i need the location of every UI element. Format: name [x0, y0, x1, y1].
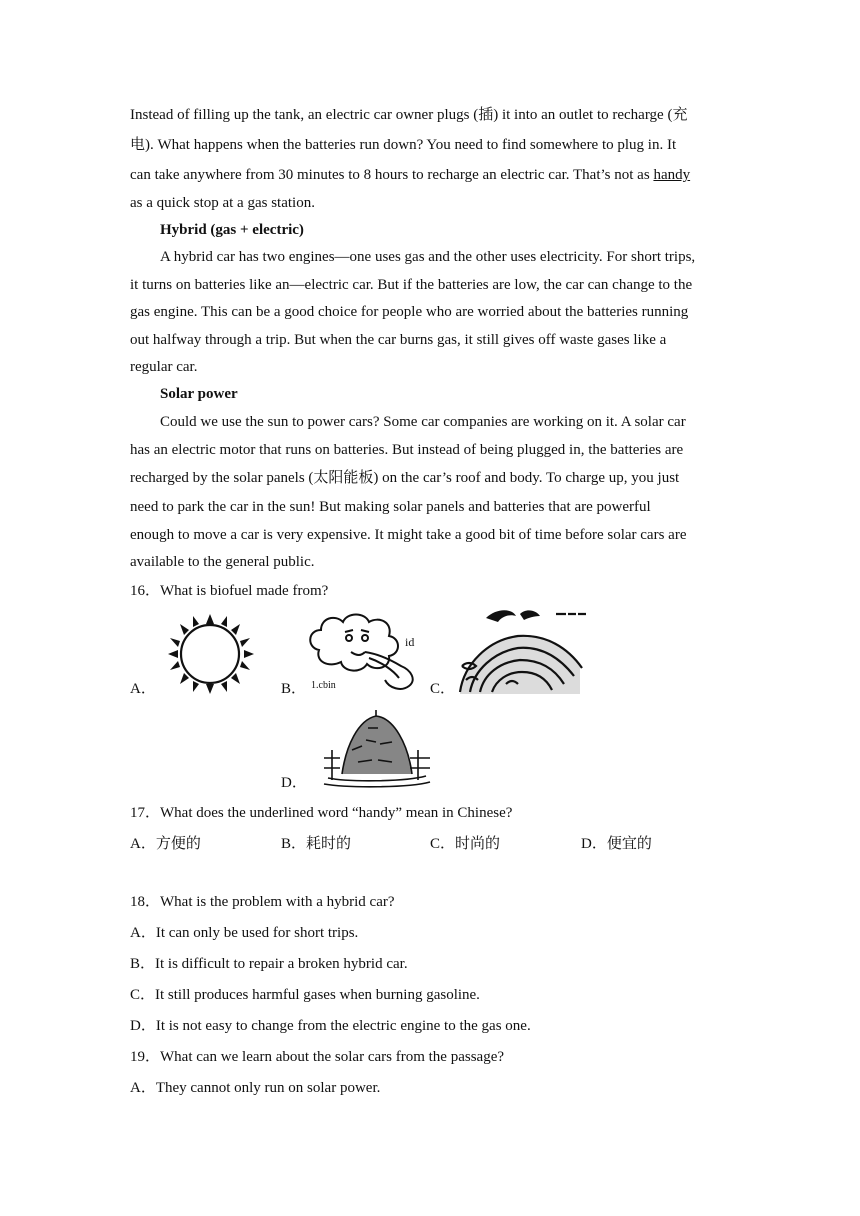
passage-line: 电). What happens when the batteries run down? You need to find somewhere to plug in. It — [130, 137, 677, 153]
passage-line: A hybrid car has two engines—one uses gas and the other uses electricity. For short trips, — [160, 249, 696, 265]
passage-line: need to park the car in the sun! But making solar panels and batteries that are powerful — [130, 499, 651, 515]
q17-option-d[interactable]: D．便宜的 — [581, 836, 652, 852]
q18-option-c[interactable]: C．It still produces harmful gases when burning gasoline. — [130, 987, 480, 1003]
q16-option-b-label[interactable]: B． — [281, 681, 307, 697]
passage-line: can take anywhere from 30 minutes to 8 hours to recharge an electric car. That’s not as handy — [130, 167, 691, 183]
passage-line: has an electric motor that runs on batteries. But instead of being plugged in, the batteries are — [130, 442, 684, 458]
question-19-stem: 19．What can we learn about the solar cars from the passage? — [130, 1049, 505, 1065]
sun-icon — [162, 610, 260, 696]
section-heading-solar: Solar power — [160, 386, 238, 402]
passage-line: Could we use the sun to power cars? Some car companies are working on it. A solar car — [160, 414, 686, 430]
passage-line: it turns on batteries like an—electric car. But if the batteries are low, the car can change to the — [130, 277, 693, 293]
q16-option-c-label[interactable]: C． — [430, 681, 456, 697]
question-16-stem: 16．What is biofuel made from? — [130, 583, 329, 599]
q18-option-b[interactable]: B．It is difficult to repair a broken hybrid car. — [130, 956, 408, 972]
passage-line: as a quick stop at a gas station. — [130, 195, 315, 211]
passage-line: available to the general public. — [130, 554, 315, 570]
section-heading-hybrid: Hybrid (gas + electric) — [160, 222, 304, 238]
underlined-word-handy: handy — [653, 167, 691, 183]
wind-icon-caption: 1.cbin — [311, 680, 336, 691]
haystack-icon — [318, 710, 434, 788]
wind-icon — [305, 608, 433, 694]
passage-line: enough to move a car is very expensive. It might take a good bit of time before solar cars are — [130, 527, 687, 543]
wave-icon — [456, 606, 590, 696]
q16-option-a-label[interactable]: A． — [130, 681, 156, 697]
passage-line: recharged by the solar panels (太阳能板) on the car’s roof and body. To charge up, you just — [130, 470, 680, 486]
q16-option-d-label[interactable]: D． — [281, 775, 307, 791]
passage-line: gas engine. This can be a good choice for people who are worried about the batteries running — [130, 304, 689, 320]
passage-line: Instead of filling up the tank, an electric car owner plugs (插) it into an outlet to recharge (充 — [130, 107, 688, 123]
q17-option-b[interactable]: B．耗时的 — [281, 836, 352, 852]
q17-option-a[interactable]: A．方便的 — [130, 836, 201, 852]
q18-option-a[interactable]: A．It can only be used for short trips. — [130, 925, 359, 941]
wind-icon-text: id — [405, 635, 415, 649]
question-18-stem: 18．What is the problem with a hybrid car? — [130, 894, 395, 910]
passage-line: out halfway through a trip. But when the car burns gas, it still gives off waste gases like a — [130, 332, 667, 348]
passage-line: regular car. — [130, 359, 198, 375]
q17-option-c[interactable]: C．时尚的 — [430, 836, 501, 852]
q18-option-d[interactable]: D．It is not easy to change from the electric engine to the gas one. — [130, 1018, 531, 1034]
q19-option-a[interactable]: A．They cannot only run on solar power. — [130, 1080, 381, 1096]
question-17-stem: 17．What does the underlined word “handy” mean in Chinese? — [130, 805, 513, 821]
